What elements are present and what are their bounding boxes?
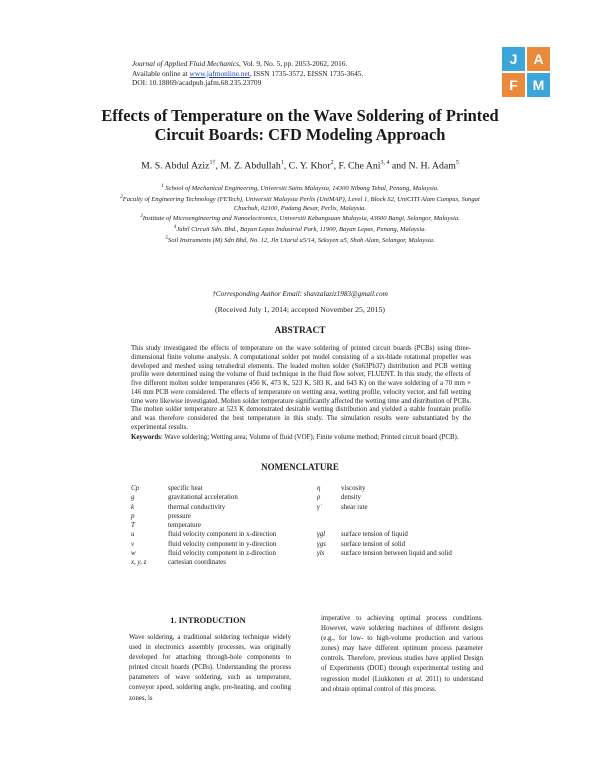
intro-col2-text-b: 2011) to understand and obtain optimal control of this process. [321,675,484,693]
affiliation-mark: 5 [165,235,168,241]
journal-name: Journal of Applied Fluid Mechanics [132,59,240,68]
nomenclature-heading: NOMENCLATURE [261,462,339,472]
logo-letter-a: A [527,47,550,71]
keywords [131,434,471,443]
nomenclature-symbol: Cp [131,485,140,492]
nomenclature-left-column [131,484,306,568]
journal-citation [132,59,363,69]
nomenclature-row [131,493,306,502]
affiliation-item [120,224,480,235]
nomenclature-definition: temperature [168,522,201,530]
available-online-text: Available online at [132,68,190,78]
author-affiliation-mark: 3, 4 [380,160,390,166]
nomenclature-symbol: w [131,550,136,558]
keywords-label: Keywords [131,434,161,441]
affiliation-item [120,194,480,213]
author-affiliation-mark: 1† [209,160,216,166]
nomenclature-row [131,540,306,549]
nomenclature-symbol: γ̇ [317,503,320,511]
nomenclature-definition: surface tension of liquid [341,531,408,539]
nomenclature-definition: density [341,494,361,502]
author-separator: , [283,160,289,172]
affiliation-mark: 2 [120,194,123,200]
affiliation-text: Faculty of Engineering Technology (FETech), Universiti Malaysia Perlis (UniMAP), Level 1, Block S2, UniCITI Alam Campus, Sungai Chuchuh, 02100, Padang Besar, Perlis, Malaysia. [122,195,480,212]
nomenclature-definition: surface tension between liquid and solid [341,550,452,558]
nomenclature-definition: specific heat [168,485,203,492]
nomenclature-definition: gravitational acceleration [168,494,238,502]
nomenclature-symbol: v [131,540,135,548]
nomenclature-symbol: γgs [317,540,326,548]
nomenclature-symbol: γls [317,550,325,558]
corresponding-author: †Corresponding Author Email: shavzalaziz1983@gmail.com [212,290,388,298]
nomenclature-definition: surface tension of solid [341,540,406,548]
jafm-logo [502,47,550,97]
affiliation-text: Jabil Circuit Sdn. Bhd., Bayan Lepas Industrial Park, 11900, Bayan Lepas, Penang, Malaysia. [176,226,427,234]
journal-availability [132,69,363,79]
author-name: N. H. Adam [408,160,456,172]
logo-letter-f: F [502,73,525,97]
nomenclature-definition: viscosity [341,485,366,492]
nomenclature-row [131,503,306,512]
nomenclature-symbol: γgl [317,531,326,539]
author-name: M. Z. Abdullah [220,160,281,172]
nomenclature-symbol: x, y, z [131,559,147,567]
nomenclature-row [317,493,507,502]
nomenclature-symbol: u [131,531,135,539]
nomenclature-symbol: k [131,503,135,511]
author-name: M. S. Abdul Aziz [141,160,210,172]
nomenclature-row [317,503,507,512]
intro-col2-etal: et al. [407,675,423,683]
affiliation-text: Institute of Microengineering and Nanoelectronics, Universiti Kebangsaan Malaysia, 43600 Bangi, Selangor, Malaysia. [142,215,460,223]
nomenclature-row [317,484,507,493]
affiliations [120,183,480,246]
nomenclature-row [317,540,507,549]
affiliation-mark: 3 [140,214,143,220]
author-affiliation-mark: 1 [280,160,284,166]
nomenclature-definition: fluid velocity component in z-direction [168,550,276,558]
abstract-heading: ABSTRACT [274,326,326,336]
nomenclature-definition: cartesian coordinates [168,559,226,567]
nomenclature-row [131,530,306,539]
journal-header [132,59,363,88]
nomenclature-row [317,521,507,530]
nomenclature-row [131,512,306,521]
introduction-column-2 [321,614,483,695]
author-affiliation-mark: 2 [330,160,334,166]
nomenclature-definition: pressure [168,512,191,520]
nomenclature-row [131,549,306,558]
nomenclature-symbol: η [317,485,321,492]
logo-letter-j: J [502,47,525,71]
nomenclature-symbol: T [131,522,135,530]
nomenclature-definition: thermal conductivity [168,503,226,511]
abstract-text: This study investigated the effects of temperature on the wave soldering of printed circuit boards (PCBs) using three-dimensional finite volume analysis. A computational solder pot model consisting of a six-blade rotational propeller was developed and meshed using tetrahedral elements. The leaded molten solder (Sn63Pb37) distribution and PCB wetting profile were determined using the volume of fluid technique in the fluid flow solver, FLUENT. In this study, the effects of five different molten solder temperatures (456 K, 473 K, 523 K, 583 K, and 643 K) on the wave soldering of a 70 mm × 146 mm PCB were considered. The effects of temperature on wetting area, wetting profile, velocity vector, and full wetting time were likewise investigated. Molten solder temperature significantly affected the wetting time and distribution of PCBs. The molten solder temperature at 523 K demonstrated desirable wetting distribution and yielded a stable fountain profile and was therefore considered the best temperature in this study. The simulation results were substantiated by the experimental results. [131,345,471,431]
logo-letter-m: M [527,73,550,97]
author-name: C. Y. Khor [288,160,331,172]
affiliation-mark: 4 [173,224,177,230]
nomenclature-symbol: ρ [317,494,321,502]
nomenclature-row [131,558,306,567]
nomenclature-row [131,521,306,530]
nomenclature-symbol: p [131,512,135,520]
introduction-heading: 1. INTRODUCTION [170,616,246,625]
keywords-text: : Wave soldering; Wetting area; Volume of fluid (VOF); Finite volume method; Printed circuit board (PCB). [160,434,459,441]
nomenclature-row [317,512,507,521]
author-separator: , [215,160,221,172]
received-dates: (Received July 1, 2014; accepted November 25, 2015) [215,305,385,314]
doi: DOI: 10.18869/acadpub.jafm.68.235.23709 [132,78,262,88]
nomenclature-definition: shear rate [341,503,368,511]
author-list [80,160,520,171]
nomenclature-definition: fluid velocity component in x-direction [168,531,277,539]
nomenclature-symbol: g [131,494,135,502]
affiliation-item [120,235,480,246]
nomenclature-row [317,530,507,539]
author-name: F. Che Ani [338,160,381,172]
nomenclature-definition: fluid velocity component in y-direction [168,540,277,548]
paper-title [80,106,520,144]
issn-text: , ISSN 1735-3572, EISSN 1735-3645. [249,68,364,78]
intro-col2-text-a: imperative to achieving optimal process conditions. However, wave soldering machines of different designs (e.g., for low- to high-volume production and various zones) may have different optimum process parameter controls. Therefore, previous studies have applied Design of Experiments (DOE) through experimental testing and regression model (Liukkonen [321,615,483,683]
journal-website-link[interactable]: www.jafmonline.net [189,68,250,78]
author-affiliation-mark: 5 [455,160,459,166]
affiliation-item [120,183,480,194]
journal-volume: , Vol. 9, No. 5, pp. 2053-2062, 2016. [239,59,348,68]
affiliation-text: School of Mechanical Engineering, Universiti Sains Malaysia, 14300 Nibong Tebal, Penang, Malaysia. [163,185,439,193]
nomenclature-row [131,484,306,493]
nomenclature-row [317,549,507,558]
title-line-1: Effects of Temperature on the Wave Soldering of Printed [101,106,499,125]
affiliation-mark: 1 [161,184,164,189]
author-separator: , [333,160,339,172]
nomenclature-right-column [317,484,507,558]
title-line-2: Circuit Boards: CFD Modeling Approach [154,125,446,144]
affiliation-text: Soil Instruments (M) Sdn Bhd, No. 12, Jln Utarid u5/14, Seksyen u5, Shah Alam, Selangor, Malaysia. [167,236,435,244]
author-and: and [389,160,409,172]
introduction-column-1: Wave soldering, a traditional soldering technique widely used in electronics assembly processes, was originally developed for attaching through-hole components to printed circuit boards (PCBs). Understanding the process parameters of wave soldering, such as temperature, conveyor speed, soldering angle, pre-heating, and cooling zones, is [129,634,291,702]
affiliation-item [120,213,480,224]
